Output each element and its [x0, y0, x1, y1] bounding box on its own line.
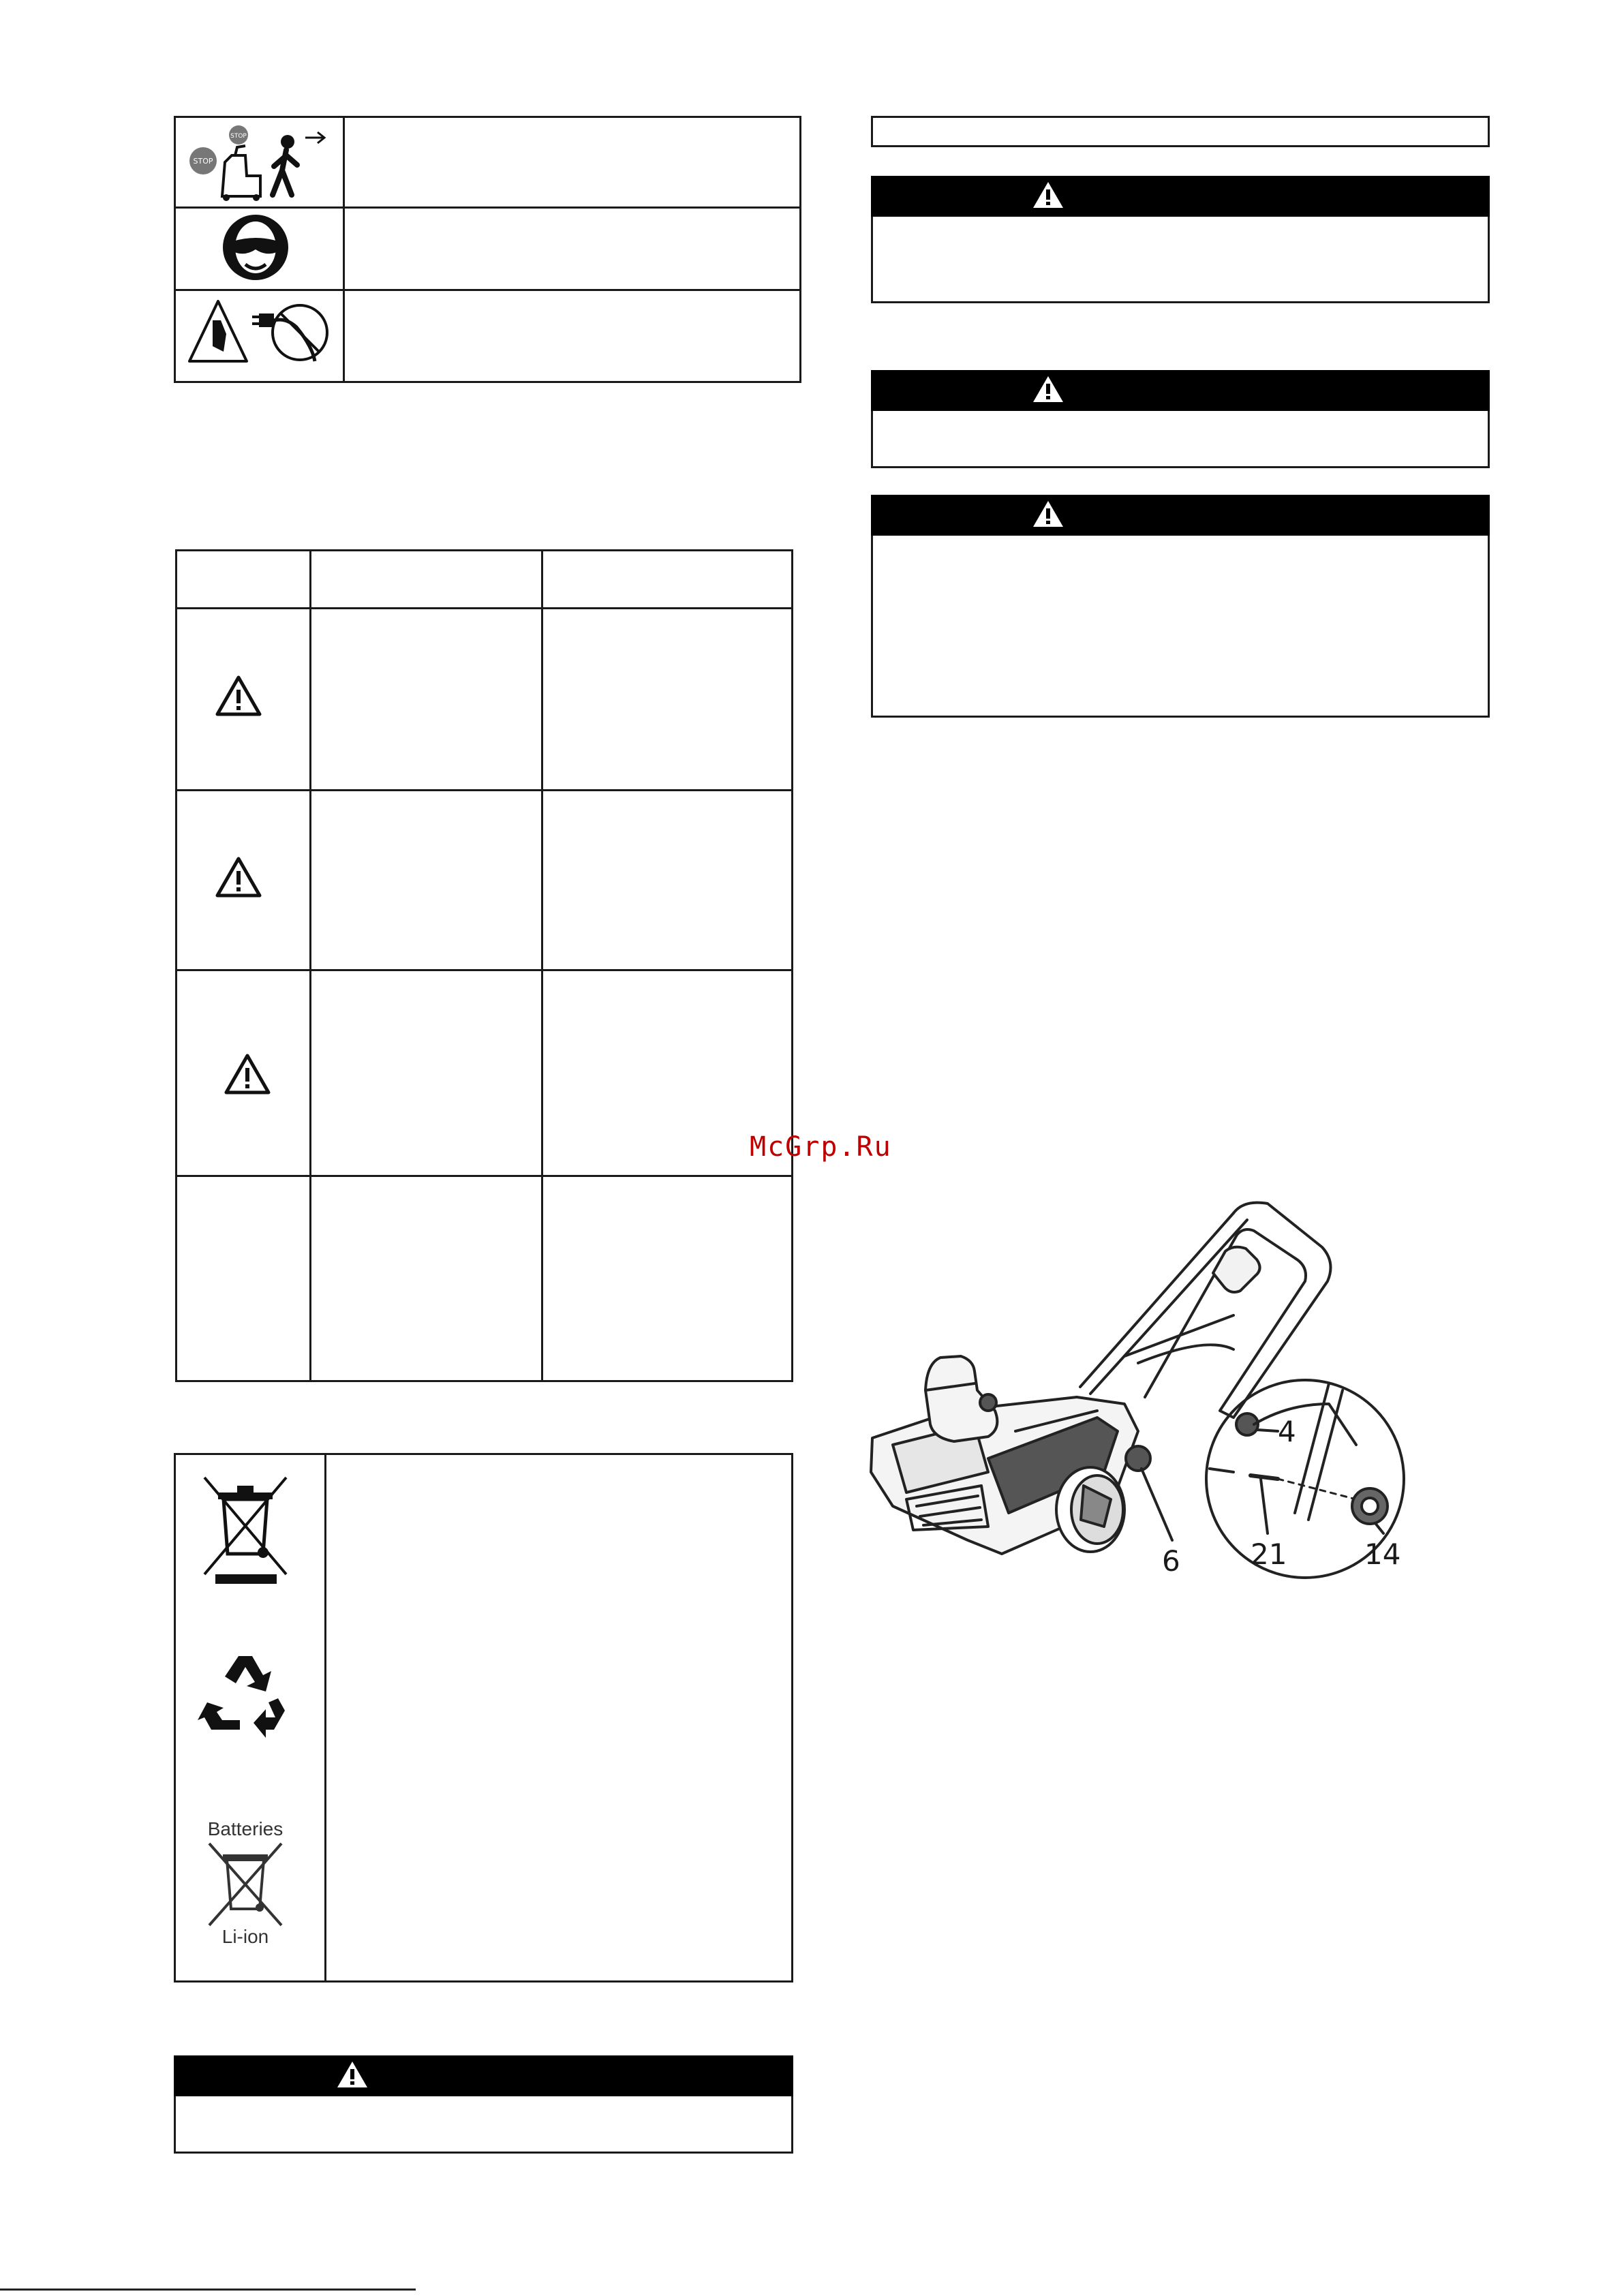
table-divider	[175, 969, 793, 971]
footer-rule	[0, 2289, 416, 2291]
table-divider	[175, 1175, 793, 1177]
stop-walk-away-icon	[184, 121, 334, 203]
callout-label: 4	[1278, 1415, 1296, 1448]
maintenance-table	[175, 549, 793, 1382]
table-divider	[174, 206, 801, 209]
table-divider	[343, 116, 345, 383]
table-divider	[309, 549, 311, 1382]
warning-header-bar	[174, 2055, 793, 2096]
callout-label: 14	[1364, 1537, 1401, 1571]
table-divider	[175, 607, 793, 609]
li-ion-label: Li-ion	[221, 1926, 269, 1946]
callout-label: 6	[1162, 1544, 1180, 1578]
watermark: McGrp.Ru	[750, 1131, 892, 1163]
svg-text:STOP: STOP	[193, 157, 213, 166]
section-heading-box	[871, 116, 1490, 147]
warning-triangle-icon	[1032, 374, 1064, 404]
warning-triangle-icon	[224, 1053, 271, 1095]
recycle-icon	[198, 1649, 293, 1738]
callout-label: 21	[1251, 1537, 1287, 1571]
warning-header-bar	[871, 495, 1490, 536]
eye-protection-icon	[218, 210, 293, 285]
warning-triangle-icon	[1032, 180, 1064, 210]
warning-header-bar	[871, 370, 1490, 411]
unplug-hazard-icon	[184, 293, 337, 375]
table-divider	[175, 789, 793, 791]
table-divider	[174, 289, 801, 291]
warning-triangle-icon	[336, 2060, 369, 2090]
warning-header-bar	[871, 176, 1490, 217]
warning-triangle-icon	[215, 675, 262, 717]
warning-triangle-icon	[215, 856, 262, 898]
table-divider	[541, 549, 543, 1382]
svg-text:STOP: STOP	[230, 133, 247, 140]
crossed-bin-icon	[198, 1472, 293, 1588]
table-divider	[324, 1453, 326, 1983]
batteries-label: Batteries	[207, 1818, 284, 1839]
warning-triangle-icon	[1032, 499, 1064, 529]
snow-thrower-assembly-figure	[852, 1186, 1431, 1745]
battery-disposal-icon	[194, 1816, 296, 1946]
